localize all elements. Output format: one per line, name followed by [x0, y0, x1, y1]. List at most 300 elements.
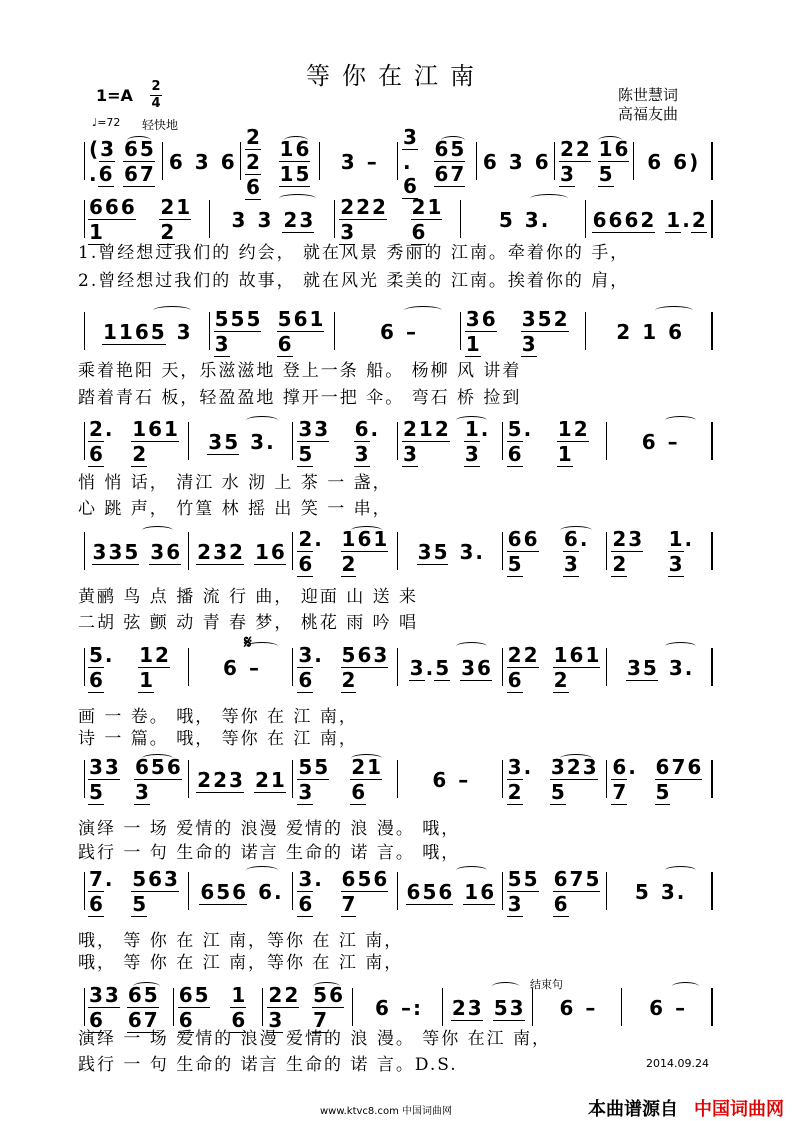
note: –	[405, 320, 416, 344]
measure-notes	[199, 880, 282, 905]
note: 6	[569, 643, 584, 667]
bar-line	[397, 872, 398, 910]
note-group	[400, 996, 422, 1020]
bar-line	[334, 312, 335, 350]
note: 3	[660, 880, 675, 904]
measure-notes	[207, 430, 274, 455]
note: 2	[356, 195, 371, 219]
note: 6	[380, 320, 394, 344]
bar-line	[460, 312, 461, 350]
note: 1	[464, 879, 479, 904]
bar-line	[397, 422, 398, 460]
note: .	[89, 162, 97, 186]
bar-line	[397, 760, 398, 798]
note: 6	[351, 780, 366, 804]
measure-notes	[374, 996, 422, 1020]
note: 3	[108, 539, 123, 564]
bar-line	[84, 872, 85, 910]
note-group	[507, 867, 545, 917]
lyrics-line: 二胡 弦 颤 动 青 春 梦， 桃花 雨 吟 唱	[78, 613, 419, 633]
note-group	[297, 417, 344, 467]
note: .	[314, 527, 322, 551]
note-group	[417, 540, 449, 565]
note: 3	[231, 208, 246, 232]
note: 3	[461, 655, 476, 680]
note-group	[553, 643, 604, 693]
note: 2	[246, 124, 260, 149]
note: 2	[155, 643, 169, 667]
note-group	[257, 880, 283, 904]
note: 1	[668, 527, 683, 551]
measure-notes	[406, 880, 496, 905]
note: 6	[178, 1008, 193, 1032]
measure-notes	[88, 643, 185, 693]
note-group	[402, 417, 455, 467]
measure	[590, 202, 708, 238]
measure-notes	[611, 755, 708, 805]
note: 3	[668, 656, 683, 680]
note: 6	[89, 668, 103, 692]
bar-line	[502, 532, 503, 570]
note-group	[92, 540, 140, 565]
bar-line	[502, 648, 503, 686]
bar-line	[188, 760, 189, 798]
note: .	[676, 880, 685, 904]
note: 2	[229, 539, 243, 564]
slur	[142, 526, 173, 535]
note-group	[668, 527, 708, 577]
note: 3	[507, 755, 522, 779]
note-group	[409, 656, 450, 681]
note: 6	[655, 755, 670, 779]
bar-line	[188, 648, 189, 686]
note: 1	[279, 137, 294, 161]
note-group	[341, 643, 394, 693]
note: 2	[566, 755, 581, 779]
note: 1	[666, 207, 681, 232]
bar-line	[606, 872, 607, 910]
note: 2	[160, 195, 175, 219]
note: 5	[634, 880, 649, 904]
measure	[481, 144, 552, 180]
note: 6	[270, 539, 285, 564]
lyrics-line: 踏着青石 板，轻盈盈地 撑开一把 伞。 弯石 桥 捡到	[78, 388, 522, 408]
bar-line	[621, 988, 622, 1026]
note: 2	[507, 643, 522, 667]
note: 6	[232, 879, 247, 904]
note: 5	[523, 867, 538, 891]
note-group	[465, 307, 511, 357]
slur	[665, 416, 696, 425]
note-group	[406, 880, 454, 905]
bar-line	[240, 142, 241, 180]
note-group	[665, 208, 706, 233]
note-group	[199, 880, 247, 905]
measure	[88, 983, 170, 1032]
bar-line	[397, 648, 398, 686]
note: 6	[641, 430, 656, 454]
ending-label: 结束句	[530, 978, 563, 991]
note: 2	[341, 552, 356, 576]
bar-line	[84, 200, 85, 238]
note-group	[507, 527, 554, 577]
note: 1	[642, 320, 657, 344]
note: 3	[373, 643, 388, 667]
note: 3	[134, 780, 149, 804]
note: 1	[279, 162, 294, 186]
note: 7	[341, 892, 356, 916]
note-group	[655, 755, 708, 805]
note: 3	[467, 995, 482, 1020]
measure	[339, 314, 457, 350]
lyrics-line: 悄 悄 话， 清江 水 沏 上 茶 一 盏，	[78, 473, 392, 493]
note: 5	[216, 879, 231, 904]
note: 3	[104, 983, 119, 1007]
note: 6	[293, 307, 308, 331]
bar-line	[554, 142, 555, 180]
slur	[127, 136, 151, 145]
note: 5	[143, 983, 158, 1007]
note: 6	[89, 892, 103, 916]
note: 2	[612, 552, 627, 576]
note: 5	[507, 417, 522, 441]
bar-line	[633, 142, 634, 180]
note-group	[138, 643, 185, 693]
note: 5	[150, 755, 165, 779]
note: 6	[200, 879, 215, 904]
slur	[404, 306, 442, 315]
bar-line	[711, 648, 713, 686]
note: 2	[298, 527, 313, 551]
measure-notes	[646, 150, 699, 174]
note: 1	[139, 643, 154, 667]
bar-line	[334, 200, 335, 238]
note: 3	[403, 442, 417, 466]
note-group	[507, 643, 545, 693]
measure	[357, 990, 439, 1026]
bar-line	[585, 200, 586, 238]
note: 6	[277, 332, 292, 356]
note-group	[277, 307, 332, 357]
slur	[351, 526, 382, 535]
note: 6	[507, 442, 522, 466]
note-group	[584, 996, 596, 1020]
note-group	[231, 208, 247, 232]
note-group	[88, 867, 123, 917]
bar-line	[188, 422, 189, 460]
note-group	[667, 430, 679, 454]
note: 6	[354, 417, 369, 441]
note: 3	[459, 540, 474, 564]
measure-notes	[465, 307, 583, 357]
measure	[611, 874, 708, 910]
note: 6	[507, 668, 522, 692]
measure	[402, 534, 499, 570]
note-group	[88, 643, 128, 693]
note: 2	[372, 195, 386, 219]
note: 1	[309, 307, 324, 331]
note: 3	[150, 539, 165, 564]
bar-line	[502, 422, 503, 460]
source-label: 本曲谱源自	[588, 1099, 678, 1120]
note: 5	[550, 780, 565, 804]
note-group	[207, 430, 239, 455]
staff-row	[0, 417, 792, 468]
note-group	[482, 150, 498, 174]
note-group	[222, 656, 238, 680]
note: 5	[277, 307, 292, 331]
measure	[88, 755, 185, 804]
note: .	[682, 207, 690, 232]
note: 6	[220, 150, 235, 174]
note: 6	[614, 137, 629, 161]
note: .	[274, 880, 282, 904]
note: 5	[214, 307, 229, 331]
note: 6	[104, 195, 119, 219]
measure-notes	[558, 996, 596, 1020]
bar-line	[460, 200, 461, 238]
note: 5	[132, 867, 147, 891]
note-group	[354, 417, 394, 467]
note: (	[89, 137, 99, 161]
note: 6	[298, 668, 313, 692]
staff-row	[0, 307, 792, 358]
note: 3	[417, 539, 432, 564]
measure-notes	[297, 867, 394, 917]
note: 6	[231, 1008, 246, 1032]
note: 2	[268, 983, 283, 1007]
note-group	[646, 150, 662, 174]
date-label: 2014.09.24	[646, 1057, 709, 1070]
note-group	[558, 996, 574, 1020]
note: –	[585, 996, 596, 1020]
note: 1	[139, 668, 154, 692]
bar-line	[84, 312, 85, 350]
note-group	[451, 996, 483, 1021]
tempo-mark: ♩=72	[92, 116, 121, 129]
measure	[88, 137, 159, 186]
note: 2	[341, 668, 356, 692]
bar-line	[292, 760, 293, 798]
note: 5	[124, 539, 139, 564]
note: 6	[298, 892, 313, 916]
note: 1	[367, 755, 382, 779]
bar-line	[711, 200, 713, 238]
measure	[297, 643, 394, 692]
note: 6	[134, 755, 149, 779]
note: .	[266, 430, 274, 454]
note: 5	[435, 655, 450, 680]
note: 3	[298, 780, 313, 804]
note: 2	[640, 207, 655, 232]
slur	[672, 982, 699, 991]
measure-notes	[222, 656, 260, 680]
measure	[537, 990, 619, 1026]
note: 7	[612, 780, 627, 804]
slur	[598, 136, 622, 145]
measure	[402, 874, 499, 910]
note: 6	[375, 996, 389, 1020]
measure	[507, 417, 604, 466]
note: 2	[197, 539, 212, 564]
note: 3	[89, 755, 103, 779]
note: .	[314, 643, 322, 667]
note: 6	[434, 162, 449, 186]
note: 1	[598, 137, 613, 161]
note: 2	[254, 767, 269, 792]
note: 6	[434, 137, 449, 161]
note: 5	[89, 643, 103, 667]
note-group	[553, 867, 604, 917]
note: 1	[427, 195, 442, 219]
bar-line	[319, 142, 320, 180]
measure	[402, 417, 499, 466]
bar-line	[711, 312, 713, 350]
note: .	[523, 417, 532, 441]
slur	[279, 194, 317, 203]
bar-line	[442, 988, 443, 1026]
lyricist-credit: 陈世慧词	[618, 86, 679, 104]
measure-notes	[88, 417, 185, 467]
note: 3	[521, 307, 536, 331]
note-group	[498, 208, 514, 232]
note-group	[131, 867, 184, 917]
slur	[133, 982, 160, 991]
note: 3	[524, 208, 539, 232]
note-group	[457, 768, 469, 792]
note: .	[628, 755, 636, 779]
note: 5	[224, 429, 239, 454]
slur	[351, 754, 382, 763]
measure	[193, 424, 290, 460]
note: 6	[341, 867, 356, 891]
note: 3	[176, 320, 191, 344]
note: 6	[127, 1008, 142, 1032]
note: 5	[507, 552, 522, 576]
note-group	[641, 430, 657, 454]
note-group	[88, 417, 123, 467]
note: 5	[150, 319, 165, 344]
measure-notes	[402, 125, 473, 199]
measure-notes	[92, 540, 182, 565]
measure-notes	[297, 643, 394, 693]
note-group	[493, 996, 525, 1021]
note: 6	[406, 879, 421, 904]
slur	[284, 136, 308, 145]
note: –	[248, 656, 259, 680]
lyrics-line: 践行 一 句 生命的 诺言 生命的 诺 言。 哦，	[78, 843, 461, 863]
note: 3	[508, 150, 523, 174]
note: 5	[314, 755, 329, 779]
note: 6	[123, 162, 138, 186]
note: .	[579, 527, 588, 551]
note: 7	[89, 867, 103, 891]
note: 5	[357, 867, 372, 891]
note: 2	[340, 195, 355, 219]
measure-notes	[507, 867, 604, 917]
measure	[402, 125, 473, 198]
note: 2	[553, 307, 568, 331]
note: 6	[298, 552, 313, 576]
note: 6	[612, 755, 627, 779]
note-group	[176, 320, 192, 344]
note: 6	[481, 307, 496, 331]
note: 6	[120, 195, 135, 219]
slur	[456, 866, 487, 875]
measure	[214, 307, 332, 356]
measure-notes	[297, 417, 394, 467]
note: 5	[493, 995, 508, 1020]
measure	[402, 762, 499, 798]
note: 2	[553, 668, 568, 692]
note: 5	[598, 162, 613, 186]
lyrics-line: 诗 一 篇。 哦， 等你 在 江 南，	[78, 729, 358, 749]
note: 1	[464, 417, 479, 441]
note: 5	[498, 208, 513, 232]
note-group	[245, 125, 273, 200]
slur	[441, 136, 465, 145]
note: 2	[560, 137, 574, 161]
note: 5	[194, 983, 209, 1007]
note-group	[508, 150, 524, 174]
note: 3	[92, 539, 107, 564]
page-title: 等你在江南	[306, 62, 486, 90]
time-signature	[150, 80, 162, 111]
note-group	[254, 540, 286, 565]
note: 3	[298, 643, 313, 667]
measure-notes	[626, 656, 693, 681]
note-group	[634, 880, 650, 904]
measure	[339, 195, 457, 244]
note: 5	[450, 137, 465, 161]
note: 3	[213, 539, 228, 564]
note: 2	[283, 207, 298, 232]
note: .	[684, 527, 693, 551]
note: 6	[148, 417, 163, 441]
measure-notes	[214, 307, 332, 357]
note: 3	[626, 655, 641, 680]
note: 3	[298, 867, 313, 891]
note: 5	[132, 892, 147, 916]
note: 6	[523, 527, 538, 551]
note: –	[675, 996, 686, 1020]
measure-notes	[482, 150, 550, 174]
note: 5	[655, 780, 670, 804]
bar-line	[188, 872, 189, 910]
note: 1	[557, 417, 572, 441]
note: 6	[477, 655, 491, 680]
note: 1	[341, 527, 356, 551]
bar-line	[292, 872, 293, 910]
measure	[193, 650, 290, 686]
measure	[297, 867, 394, 916]
note-group	[660, 880, 686, 904]
note: 3	[521, 332, 536, 356]
measure	[297, 417, 394, 466]
note: .	[104, 643, 113, 667]
bar-line	[84, 648, 85, 686]
note-group	[463, 880, 495, 905]
note: 1	[102, 319, 117, 344]
note-group	[256, 208, 272, 232]
note: 6	[553, 892, 568, 916]
note: 5	[537, 307, 552, 331]
note-group	[254, 768, 286, 793]
measure	[214, 202, 332, 238]
note-group	[672, 150, 699, 174]
measure-notes	[196, 540, 286, 565]
bar-line	[585, 312, 586, 350]
